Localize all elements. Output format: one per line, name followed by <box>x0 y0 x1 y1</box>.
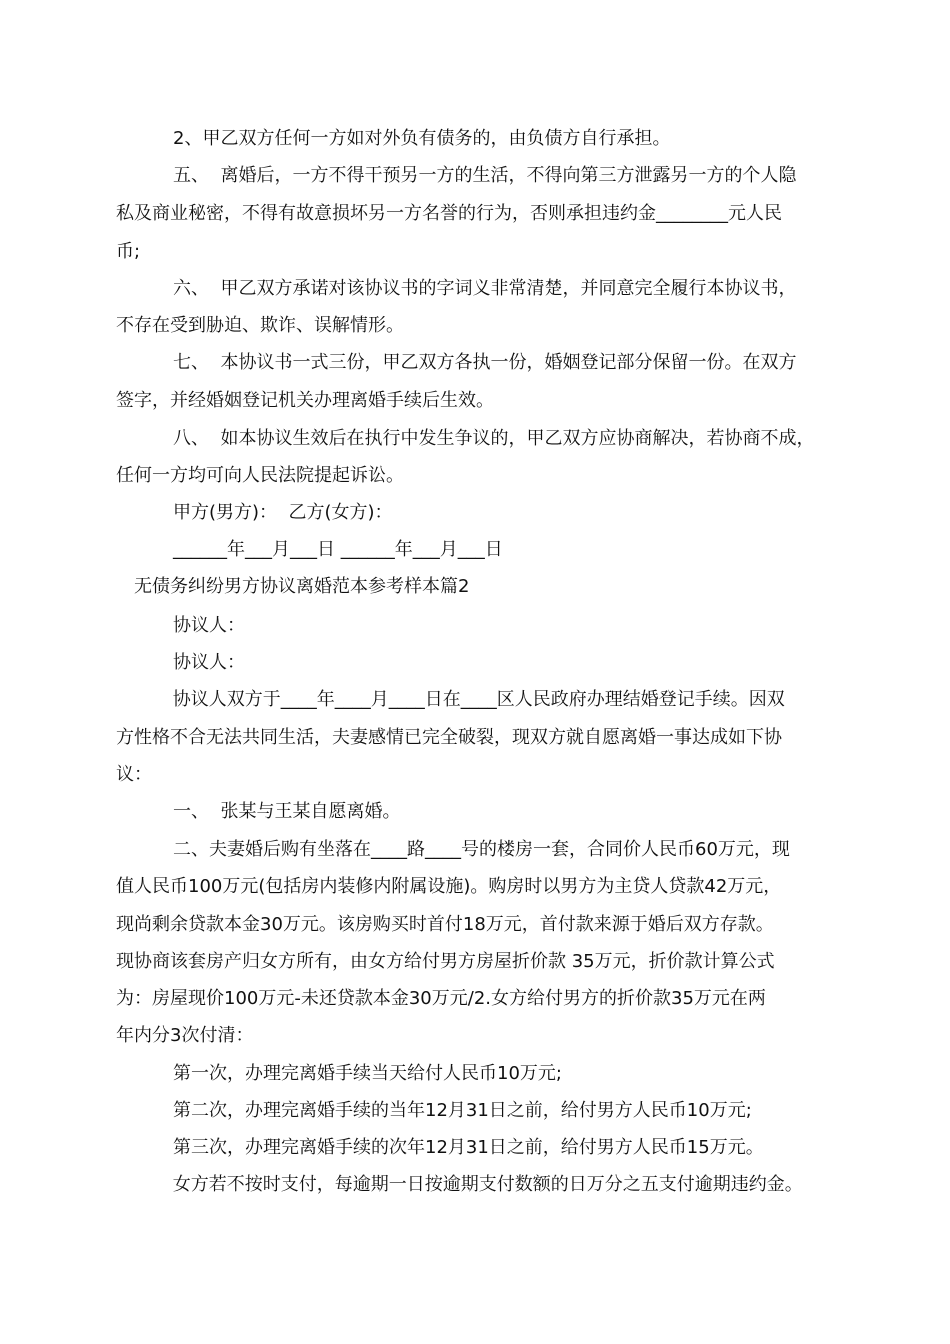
text-line: 签字，并经婚姻登记机关办理离婚手续后生效。 <box>116 390 494 411</box>
text-line: 年内分3次付清： <box>116 1025 254 1046</box>
text-line: 第二次，办理完离婚手续的当年12月31日之前，给付男方人民币10万元; <box>173 1100 752 1121</box>
text-line: 私及商业秘密，不得有故意损坏另一方名誉的行为，否则承担违约金________元人民 <box>116 203 782 224</box>
text-line: 六、 甲乙双方承诺对该协议书的字词义非常清楚，并同意完全履行本协议书， <box>173 278 797 299</box>
date-blank-line: ______年___月___日 ______年___月___日 <box>173 539 503 560</box>
signature-label-line: 甲方(男方)： 乙方(女方)： <box>173 502 393 523</box>
text-line: 八、 如本协议生效后在执行中发生争议的，甲乙双方应协商解决，若协商不成， <box>173 428 815 449</box>
text-line: 协议人： <box>173 652 245 673</box>
text-line: 五、 离婚后，一方不得干预另一方的生活，不得向第三方泄露另一方的个人隐 <box>173 165 797 186</box>
text-line: 方性格不合无法共同生活，夫妻感情已完全破裂，现双方就自愿离婚一事达成如下协 <box>116 727 782 748</box>
text-line: 二、夫妻婚后购有坐落在____路____号的楼房一套，合同价人民币60万元，现 <box>173 839 790 860</box>
text-line: 币; <box>116 241 141 262</box>
text-line: 为：房屋现价100万元-未还贷款本金30万元/2.女方给付男方的折价款35万元在两 <box>116 988 766 1009</box>
text-line: 协议人双方于____年____月____日在____区人民政府办理结婚登记手续。因双 <box>167 689 785 710</box>
text-line: 不存在受到胁迫、欺诈、误解情形。 <box>116 315 404 336</box>
text-line: 第三次，办理完离婚手续的次年12月31日之前，给付男方人民币15万元。 <box>173 1137 764 1158</box>
text-line: 第一次，办理完离婚手续当天给付人民币10万元; <box>173 1063 562 1084</box>
text-line: 2、甲乙双方任何一方如对外负有债务的，由负债方自行承担。 <box>173 128 671 149</box>
text-line: 一、 张某与王某自愿离婚。 <box>173 801 401 822</box>
text-line: 议： <box>116 764 152 785</box>
section-title: 无债务纠纷男方协议离婚范本参考样本篇2 <box>134 576 470 597</box>
text-line: 任何一方均可向人民法院提起诉讼。 <box>116 465 404 486</box>
text-line: 值人民币100万元(包括房内装修内附属设施)。购房时以男方为主贷人贷款42万元， <box>116 876 782 897</box>
text-line: 现尚剩余贷款本金30万元。该房购买时首付18万元，首付款来源于婚后双方存款。 <box>116 914 774 935</box>
text-line: 现协商该套房产归女方所有，由女方给付男方房屋折价款 35万元，折价款计算公式 <box>116 951 775 972</box>
text-line: 女方若不按时支付，每逾期一日按逾期支付数额的日万分之五支付逾期违约金。 <box>167 1174 803 1195</box>
text-line: 协议人： <box>173 615 245 636</box>
text-line: 七、 本协议书一式三份，甲乙双方各执一份，婚姻登记部分保留一份。在双方 <box>173 352 797 373</box>
